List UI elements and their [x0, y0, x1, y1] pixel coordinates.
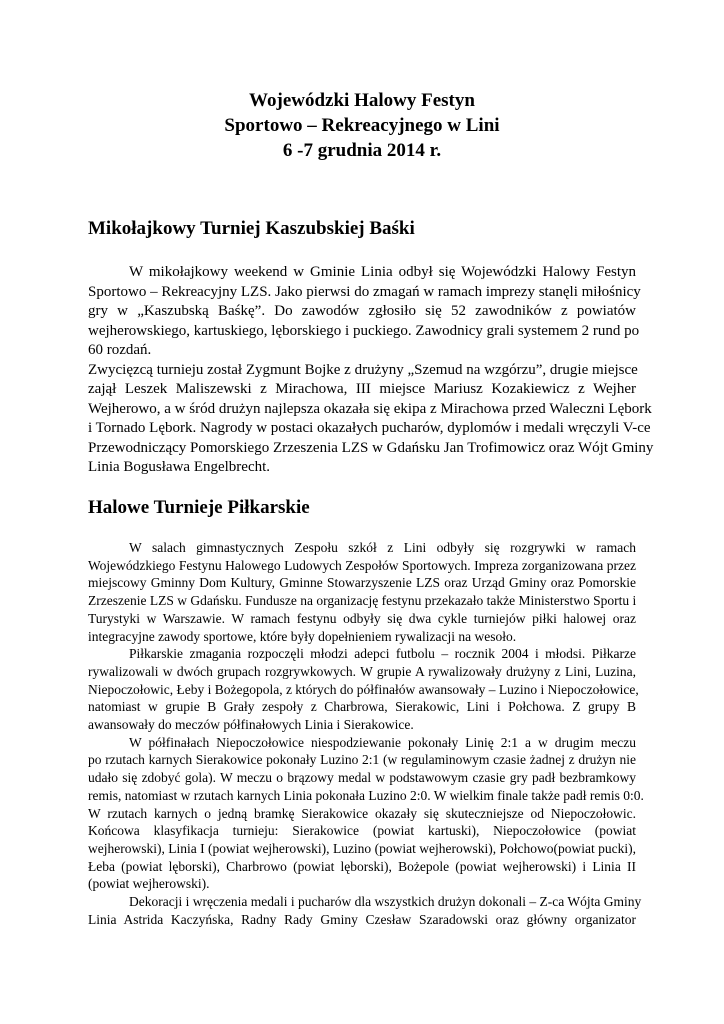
text-line: awansowały do meczów półfinałowych Linia i Sierakowice. — [88, 717, 414, 733]
text-line: wejherowski), Linia I (powiat wejherowski), Luzino (powiat wejherowski), Połchowo(powiat pucki), — [88, 840, 636, 856]
text-line: remis, natomiast w rzutach karnych Linia pokonała Luzino 2:0. W wielkim finale także padł remis 0:0. — [88, 787, 644, 803]
text-line: Piłkarskie zmagania rozpoczęli młodzi adepci futbolu – rocznik 2004 i młodsi. Piłkarze — [129, 646, 636, 662]
text-line: po rzutach karnych Sierakowice pokonały Luzino 2:1 (w regulaminowym czasie żadnej z drużyn nie — [88, 752, 636, 768]
text-line: Turystyki w Warszawie. W ramach festynu odbyły się dwa cykle turniejów piłki halowej oraz — [88, 610, 636, 626]
text-line: W mikołajkowy weekend w Gminie Linia odbył się Wojewódzki Halowy Festyn — [129, 264, 636, 280]
section-body-football — [88, 539, 644, 928]
section-heading-football: Halowe Turnieje Piłkarskie — [88, 497, 310, 518]
text-line: W salach gimnastycznych Zespołu szkół z Lini odbyły się rozgrywki w ramach — [129, 540, 636, 555]
text-line: gry w „Kaszubską Baśkę”. Do zawodów zgłosiło się 52 zawodników z powiatów — [88, 303, 636, 319]
text-line: Sportowo – Rekreacyjny LZS. Jako pierwsi do zmagań w ramach imprezy stanęli miłośnicy — [88, 283, 641, 300]
text-line: Zwycięzcą turnieju został Zygmunt Bojke z drużyny „Szemud na wzgórzu”, drugie miejsce — [88, 361, 638, 378]
text-line: udało się zdobyć gola). W meczu o brązowy medal w podstawowym czasie gry padł bezbramkowy — [88, 770, 636, 786]
text-line: W rzutach karnych o jedną bramkę Sierakowice okazały się skuteczniejsze od Niepoczołowic. — [88, 805, 636, 821]
text-line: Niepoczołowic, Łeby i Bożegopola, z których do półfinałów awansowały – Luzino i Niepoczołowice, — [88, 681, 639, 697]
text-line: miejscowy Gminny Dom Kultury, Gminne Stowarzyszenie LZS oraz Urząd Gminy oraz Pomorskie — [88, 575, 636, 591]
text-line: Linia Bogusława Engelbrecht. — [88, 459, 271, 475]
text-line: natomiast w grupie B Grały zespoły z Charbrowa, Sierakowic, Lini i Połchowa. Z grupy B — [88, 699, 636, 715]
text-line: (powiat wejherowski). — [88, 876, 210, 892]
title-line-2: Sportowo – Rekreacyjnego w Lini — [224, 115, 500, 136]
text-line: Przewodniczący Pomorskiego Zrzeszenia LZS w Gdańsku Jan Trofimowicz oraz Wójt Gminy — [88, 439, 654, 456]
text-line: W półfinałach Niepoczołowice niespodziewanie pokonały Linię 2:1 a w drugim meczu — [129, 734, 636, 750]
text-line: rywalizowali w dwóch grupach rozgrywkowych. W grupie A rywalizowały drużyny z Lini, Luzina, — [88, 663, 636, 679]
text-line: 60 rozdań. — [88, 342, 152, 358]
text-line: Wejherowo, a w śród drużyn najlepsza okazała się ekipa z Mirachowa przed Waleczni Lębork — [88, 400, 652, 417]
text-line: zajął Leszek Maliszewski z Mirachowa, III miejsce Mariusz Kozakiewicz z Wejher — [88, 381, 636, 397]
title-line-3: 6 -7 grudnia 2014 r. — [282, 140, 442, 161]
text-line: Końcowa klasyfikacja turnieju: Sierakowice (powiat kartuski), Niepoczołowice (powiat — [88, 823, 636, 839]
text-line: Wojewódzkiego Festynu Halowego Ludowych Zespołów Sportowych. Impreza zorganizowana przez — [88, 557, 636, 573]
text-line: Linia Astrida Kaczyńska, Radny Rady Gminy Czesław Szaradowski oraz główny organizator — [88, 911, 636, 927]
document-title — [0, 88, 724, 163]
text-line: Łeba (powiat lęborski), Charbrowo (powiat lęborski), Bożepole (powiat wejherowski) i Linia II — [88, 858, 636, 874]
title-line-1: Wojewódzki Halowy Festyn — [249, 90, 475, 111]
text-line: Zrzeszenie LZS w Gdańsku. Fundusze na organizację festynu przekazało także Ministerstwo Sportu i — [88, 593, 637, 609]
text-line: integracyjne zawody sportowe, które były dopełnieniem rywalizacji na wesoło. — [88, 628, 517, 644]
text-line: i Tornado Lębork. Nagrody w postaci okazałych pucharów, dyplomów i medali wręczyli V-ce — [88, 420, 651, 436]
section-heading-baska: Mikołajkowy Turniej Kaszubskiej Baśki — [88, 218, 415, 239]
text-line: Dekoracji i wręczenia medali i pucharów dla wszystkich drużyn dokonali – Z-ca Wójta Gminy — [129, 894, 642, 910]
text-line: wejherowskiego, kartuskiego, lęborskiego i puckiego. Zawodnicy grali systemem 2 rund po — [88, 322, 640, 339]
section-body-baska — [88, 263, 654, 478]
